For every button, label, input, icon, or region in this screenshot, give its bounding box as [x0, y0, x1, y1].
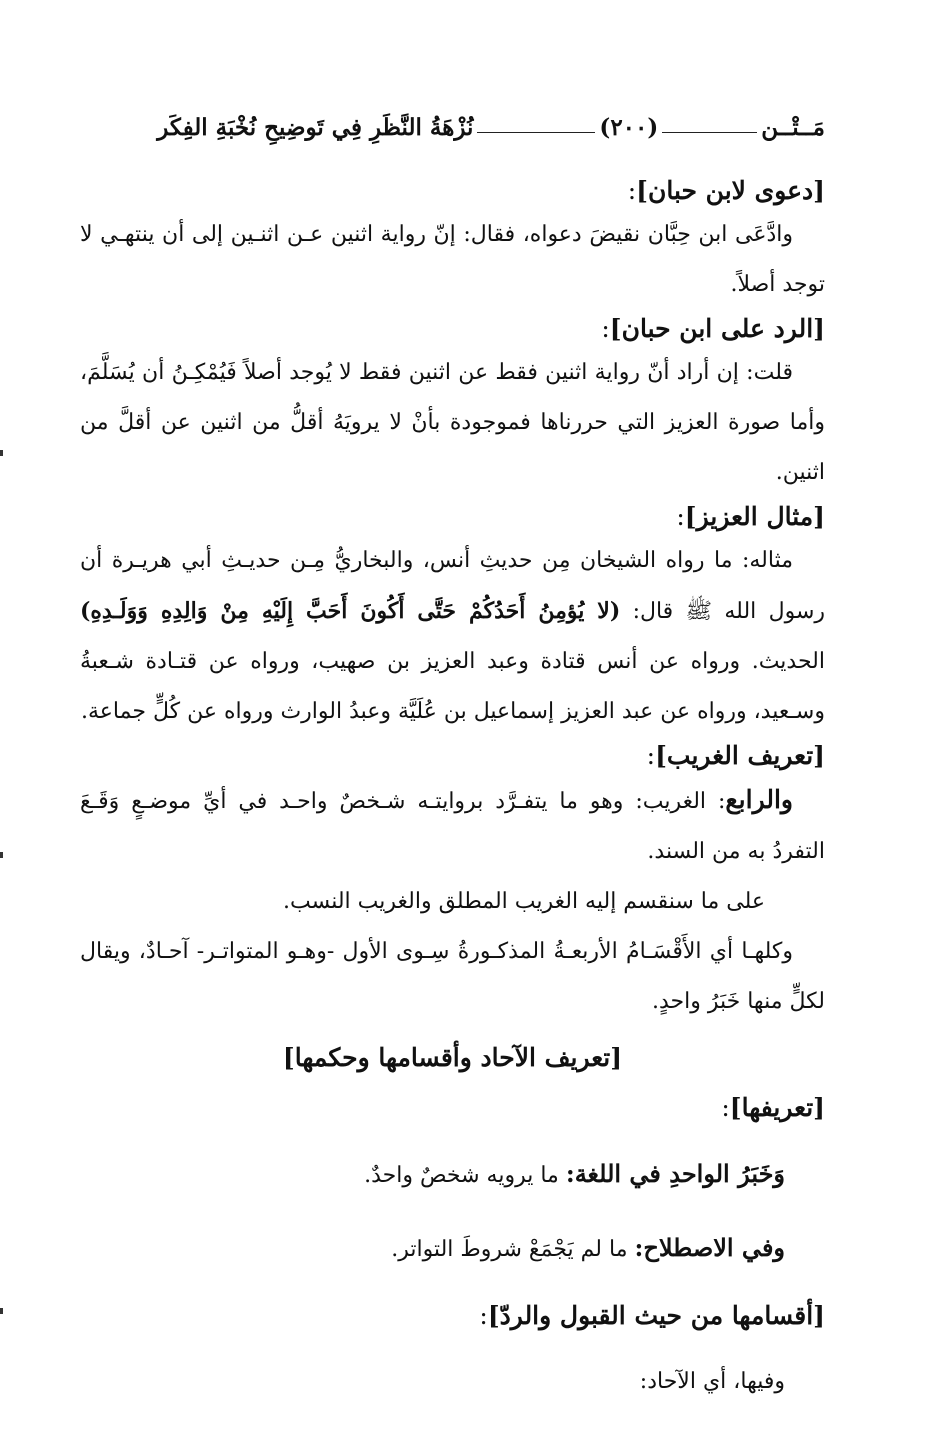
- paragraph: قلت: إن أراد أنّ رواية اثنين فقط عن اثنين فقط لا يُوجد أصلاً فَيُمْكِـنُ أن يُسَلَّمَ، وأما صورة العزيز التي حررناها فموجودة بأنْ لا يرويَهُ أقلُّ من اثنين عن أقلَّ من اثنين.: [80, 360, 825, 485]
- header-rule: [477, 132, 595, 133]
- section-heading: [مثال العزيز]:: [676, 502, 825, 531]
- section-heading: [الرد على ابن حبان]:: [601, 314, 825, 343]
- section-heading: [تعريف الغريب]:: [646, 741, 825, 770]
- paragraph: وفيها، أي الآحاد:: [639, 1369, 785, 1394]
- hadith-text: (لا يُؤمِنُ أَحَدُكُمْ حَتَّى أَكُونَ أَحَبَّ إِلَيْهِ مِنْ وَالِدِهِ وَوَلَـدِهِ): [80, 598, 621, 624]
- book-title: نُزْهَةُ النَّظَرِ فِي تَوضِيحِ نُخْبَةِ الفِكَر: [157, 113, 474, 141]
- paragraph: والرابع: الغريب: وهو ما يتفـرَّد بروايتـه شـخصٌ واحـد في أيِّ موضـعٍ وَقَـعَ التفردُ به من السند.: [80, 785, 825, 864]
- page-number: (٢٠٠): [599, 113, 659, 141]
- page: [80, 105, 825, 1429]
- paragraph: وادَّعَى ابن حِبَّان نقيضَ دعواه، فقال: إنّ رواية اثنين عـن اثنـين إلى أن ينتهـي لا توجد أصلاً.: [80, 222, 825, 297]
- section-heading: [أقسامها من حيث القبول والردّ]:: [479, 1301, 825, 1330]
- section-heading: [دعوى لابن حبان]:: [627, 176, 825, 205]
- margin-mark: [0, 852, 3, 858]
- margin-mark: [0, 1308, 3, 1314]
- running-header: [80, 105, 825, 150]
- definition-line: وَخَبَرُ الواحدِ في اللغة: ما يرويه شخصٌ واحدٌ.: [364, 1159, 785, 1188]
- header-matn-label: مَــتْــن: [761, 113, 825, 141]
- header-rule: [662, 132, 757, 133]
- paragraph: مثاله: ما رواه الشيخان مِن حديثِ أنس، والبخاريُّ مِـن حديـثِ أبي هريـرة أن رسول الله ﷺ قال: (لا يُؤمِنُ أَحَدُكُمْ حَتَّى أَكُونَ أَحَبَّ إِلَيْهِ مِنْ وَالِدِهِ وَوَلَـدِهِ) الحديث. ورواه عن أنس قتادة وعبد العزيز بن صهيب، ورواه عن قتـادة شـعبةُ وسـعيد، ورواه عن عبد العزيز إسماعيل بن عُلَيَّة وعبدُ الوارث ورواه عن كُلٍّ جماعة.: [80, 548, 825, 724]
- centered-heading: [تعريف الآحاد وأقسامها وحكمها]: [282, 1043, 623, 1072]
- lead-word: والرابع: [725, 785, 793, 814]
- section-heading: [تعريفها]:: [721, 1093, 825, 1122]
- paragraph: وكلهـا أي الأَقْسَـامُ الأربعـةُ المذكـورةُ سِـوى الأول -وهـو المتواتـر- آحـادٌ، ويقال لكلٍّ منها خَبَرُ واحدٍ.: [80, 939, 825, 1014]
- paragraph: على ما سنقسم إليه الغريب المطلق والغريب النسب.: [282, 889, 765, 914]
- definition-line: وفي الاصطلاح: ما لم يَجْمَعْ شروطَ التواتر.: [391, 1233, 785, 1262]
- margin-mark: [0, 450, 3, 456]
